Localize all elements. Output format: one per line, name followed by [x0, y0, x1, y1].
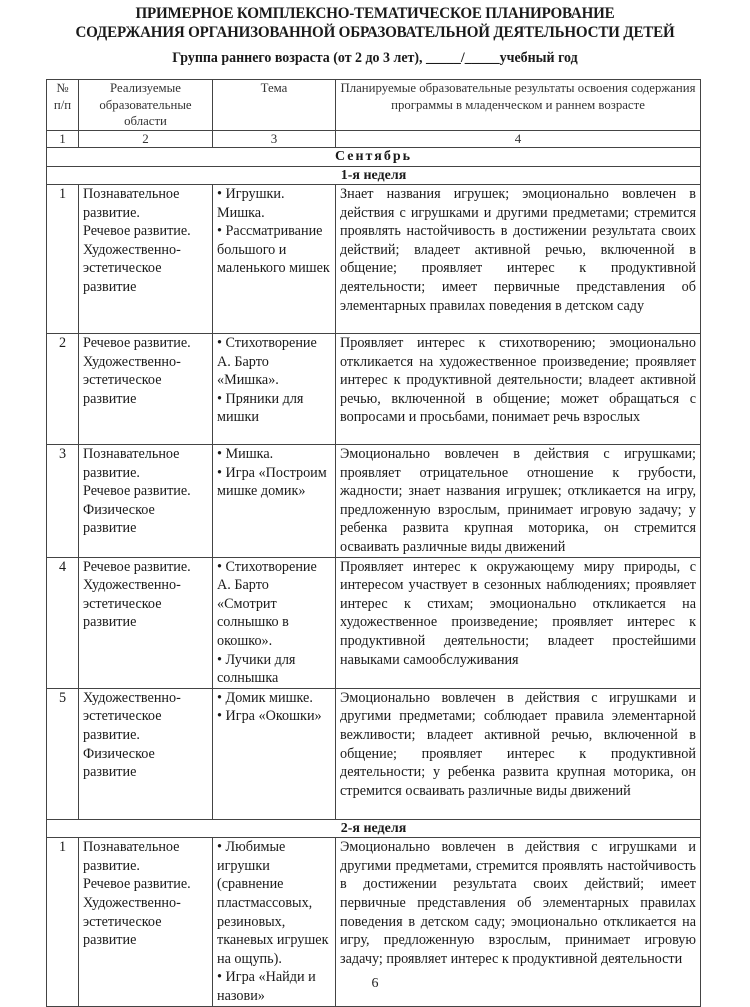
document-subtitle: Группа раннего возраста (от 2 до 3 лет), _____/_____учебный год	[172, 50, 578, 66]
area-item: Физическое развитие	[83, 745, 155, 781]
header-areas: Реализуемые образовательные области	[79, 80, 213, 131]
topic-item: • Любимые игрушки (сравнение пластмассовых, резиновых, тканевых игрушек на ощупь).	[217, 839, 329, 967]
topic-item: • Стихотворение А. Барто «Мишка».	[217, 335, 317, 389]
education-areas	[79, 185, 213, 334]
area-item: Художественно-эстетическое развитие.	[83, 689, 181, 743]
table-row	[47, 445, 701, 558]
row-number: 3	[47, 445, 79, 558]
topics	[213, 445, 336, 558]
title-line-2: СОДЕРЖАНИЯ ОРГАНИЗОВАННОЙ ОБРАЗОВАТЕЛЬНОЙ ДЕЯТЕЛЬНОСТИ ДЕТЕЙ	[75, 23, 675, 41]
topic-item: • Стихотворение А. Барто «Смотрит солнышко в окошко».	[217, 558, 317, 649]
week-label: 2-я неделя	[47, 819, 701, 838]
month-label: Сентябрь	[47, 148, 701, 167]
document-title	[26, 4, 724, 42]
planned-results: Знает названия игрушек; эмоционально вовлечен в действия с игрушками и другими предметами; стремится проявлять настойчивость в достижении результата своих действий; владеет активной речью, включенной в общение; проявляет интерес к продуктивной деятельности; имеет первичные представления об элементарных правилах поведения в детском саду	[336, 185, 701, 334]
title-line-1: ПРИМЕРНОЕ КОМПЛЕКСНО-ТЕМАТИЧЕСКОЕ ПЛАНИРОВАНИЕ	[135, 4, 615, 22]
header-topic: Тема	[213, 80, 336, 131]
topic-item: • Лучики для солнышка	[217, 651, 296, 687]
row-number: 2	[47, 334, 79, 445]
area-item: Художественно-эстетическое развитие	[83, 353, 181, 407]
topic-item: • Игрушки. Мишка.	[217, 186, 285, 221]
area-item: Физическое развитие	[83, 501, 155, 537]
topics	[213, 688, 336, 819]
column-number: 2	[79, 131, 213, 148]
header-row	[47, 80, 701, 131]
area-item: Речевое развитие.	[83, 335, 191, 351]
week-row	[47, 166, 701, 185]
table-row	[47, 185, 701, 334]
planned-results: Проявляет интерес к окружающему миру природы, с интересом участвует в сезонных наблюдениях; проявляет интерес к стихам; эмоционально откликается на художественное произведение; проявляет интерес к продуктивной деятельности; владеет простейшими навыками самообслуживания	[336, 557, 701, 688]
education-areas	[79, 688, 213, 819]
area-item: Речевое развитие.	[83, 223, 191, 240]
row-number: 1	[47, 185, 79, 334]
week-row	[47, 819, 701, 838]
table-row	[47, 334, 701, 445]
education-areas	[79, 334, 213, 445]
header-number: № п/п	[47, 80, 79, 131]
table-row	[47, 688, 701, 819]
row-number: 4	[47, 557, 79, 688]
topic-item: • Игра «Построим мишке домик»	[217, 464, 327, 500]
topics	[213, 334, 336, 445]
area-item: Познавательное развитие.	[83, 839, 180, 874]
week-label: 1-я неделя	[47, 166, 701, 185]
topics	[213, 557, 336, 688]
topic-item: • Пряники для мишки	[217, 390, 304, 426]
area-item: Художественно-эстетическое развитие	[83, 241, 181, 295]
page-number: 6	[371, 976, 379, 991]
month-row	[47, 148, 701, 167]
topics	[213, 185, 336, 334]
topic-item: • Рассматривание большого и маленького мишек	[217, 223, 330, 277]
area-item: Речевое развитие.	[83, 483, 191, 500]
area-item: Познавательное развитие.	[83, 186, 180, 221]
header-results: Планируемые образовательные результаты освоения содержания программы в младенческом и раннем возрасте	[336, 80, 701, 131]
area-item: Познавательное развитие.	[83, 446, 180, 481]
area-item: Речевое развитие.	[83, 558, 191, 575]
topic-item: • Мишка.	[217, 446, 274, 462]
column-number: 3	[213, 131, 336, 148]
planned-results: Эмоционально вовлечен в действия с игрушками и другими предметами, стремится проявлять настойчивость в достижении результата своих действий; имеет первичные представления об элементарных правилах поведения в детском саду; эмоционально откликается на игру, предложенную взрослым, принимает игровую задачу; проявляет интерес к продуктивной деятельности	[336, 838, 701, 1006]
topic-item: • Домик мишке.	[217, 689, 313, 706]
planned-results: Проявляет интерес к стихотворению; эмоционально откликается на художественное произведение; проявляет интерес к продуктивной деятельности; владеет активной речью, включенной в общение; может обращаться с вопросами и просьбами, понимает речь взрослых	[336, 334, 701, 445]
table-row	[47, 557, 701, 688]
planned-results: Эмоционально вовлечен в действия с игрушками и другими предметами; соблюдает правила элементарной вежливости; владеет активной речью, включенной в общение; проявляет интерес к продуктивной деятельности; у ребенка развита крупная моторика, он стремится осваивать различные виды движений	[336, 688, 701, 819]
topic-item: • Игра «Найди и назови»	[217, 969, 316, 1004]
column-number: 4	[336, 131, 701, 148]
row-number: 5	[47, 688, 79, 819]
row-number: 1	[47, 838, 79, 1006]
planned-results: Эмоционально вовлечен в действия с игрушками; проявляет отрицательное отношение к грубости, жадности; знает названия игрушек; откликается на игру, предложенную взрослым, принимает игровую задачу; у ребенка развита крупная моторика, он стремится осваивать различные виды движений	[336, 445, 701, 558]
area-item: Речевое развитие.	[83, 876, 191, 893]
planning-table	[46, 79, 701, 1007]
area-item: Художественно-эстетическое развитие	[83, 577, 181, 631]
topic-item: • Игра «Окошки»	[217, 708, 322, 725]
education-areas	[79, 557, 213, 688]
column-number: 1	[47, 131, 79, 148]
area-item: Художественно-эстетическое развитие	[83, 895, 181, 949]
education-areas	[79, 445, 213, 558]
column-number-row	[47, 131, 701, 148]
